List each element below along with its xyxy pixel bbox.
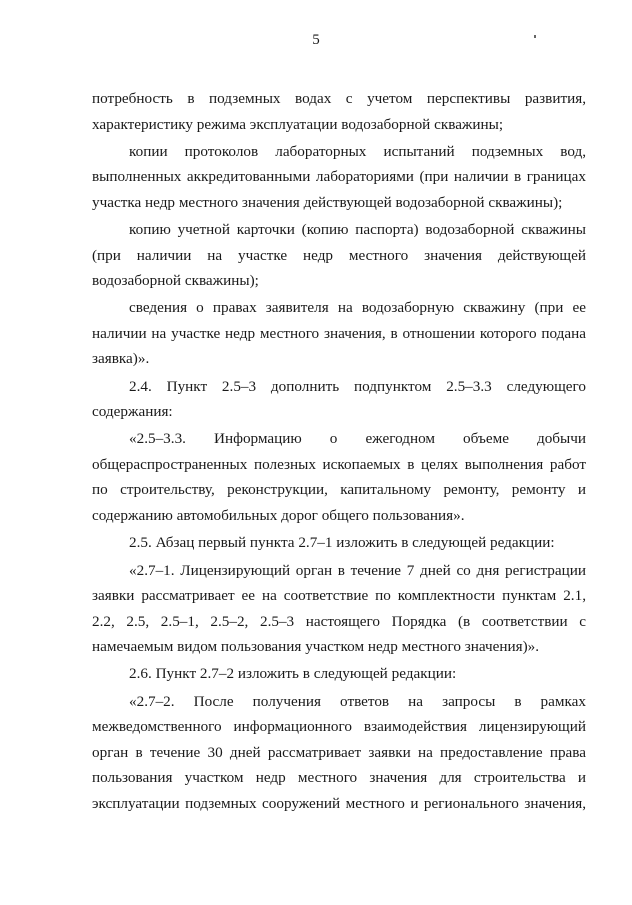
paragraph-item-2-6: 2.6. Пункт 2.7–2 изложить в следующей редакции:: [129, 665, 457, 683]
paragraph-continuation: потребность в подземных водах с учетом перспективы развития, характеристику режима эксплуатации водозаборной скважины;: [92, 90, 586, 133]
paragraph-item-2-4: 2.4. Пункт 2.5–3 дополнить подпунктом 2.5–3.3 следующего содержания:: [92, 377, 586, 421]
paragraph-applicant-rights: сведения о правах заявителя на водозаборную скважину (при ее наличии на участке недр местного значения, в отношении которого подана заявка)».: [92, 299, 586, 368]
document-body: [92, 86, 586, 818]
paragraph-lab-protocols: копии протоколов лабораторных испытаний подземных вод, выполненных аккредитованными лабораториями (при наличии в границах участка недр местного значения действующей водозаборной скважины);: [92, 142, 586, 211]
paragraph-well-card: копию учетной карточки (копию паспорта) водозаборной скважины (при наличии на участке недр местного значения действующей водозаборной скважины);: [92, 221, 586, 290]
paragraph-item-2-5: 2.5. Абзац первый пункта 2.7–1 изложить в следующей редакции:: [129, 534, 555, 552]
scan-speck: [534, 35, 536, 38]
paragraph-subitem-2-7-2: «2.7–2. После получения ответов на запросы в рамках межведомственного информационного взаимодействия лицензирующий орган в течение 30 дней рассматривает заявки на предоставление права пользования участком недр местного значения для строительства и эксплуатации подземных сооружений местного и регионального значения,: [92, 692, 586, 812]
paragraph-subitem-2-7-1: «2.7–1. Лицензирующий орган в течение 7 дней со дня регистрации заявки рассматривает ее на соответствие по комплектности пунктам 2.1, 2.2, 2.5, 2.5–1, 2.5–2, 2.5–3 настоящего Порядка (в соответствии с намечаемым видом пользования участком недр местного значения)».: [92, 561, 586, 656]
paragraph-subitem-2-5-3-3: «2.5–3.3. Информацию о ежегодном объеме добычи общераспространенных полезных ископаемых в целях выполнения работ по строительству, реконструкции, капитальному ремонту, ремонту и содержанию автомобильных дорог общего пользования».: [92, 430, 586, 524]
page-number: 5: [312, 32, 320, 48]
